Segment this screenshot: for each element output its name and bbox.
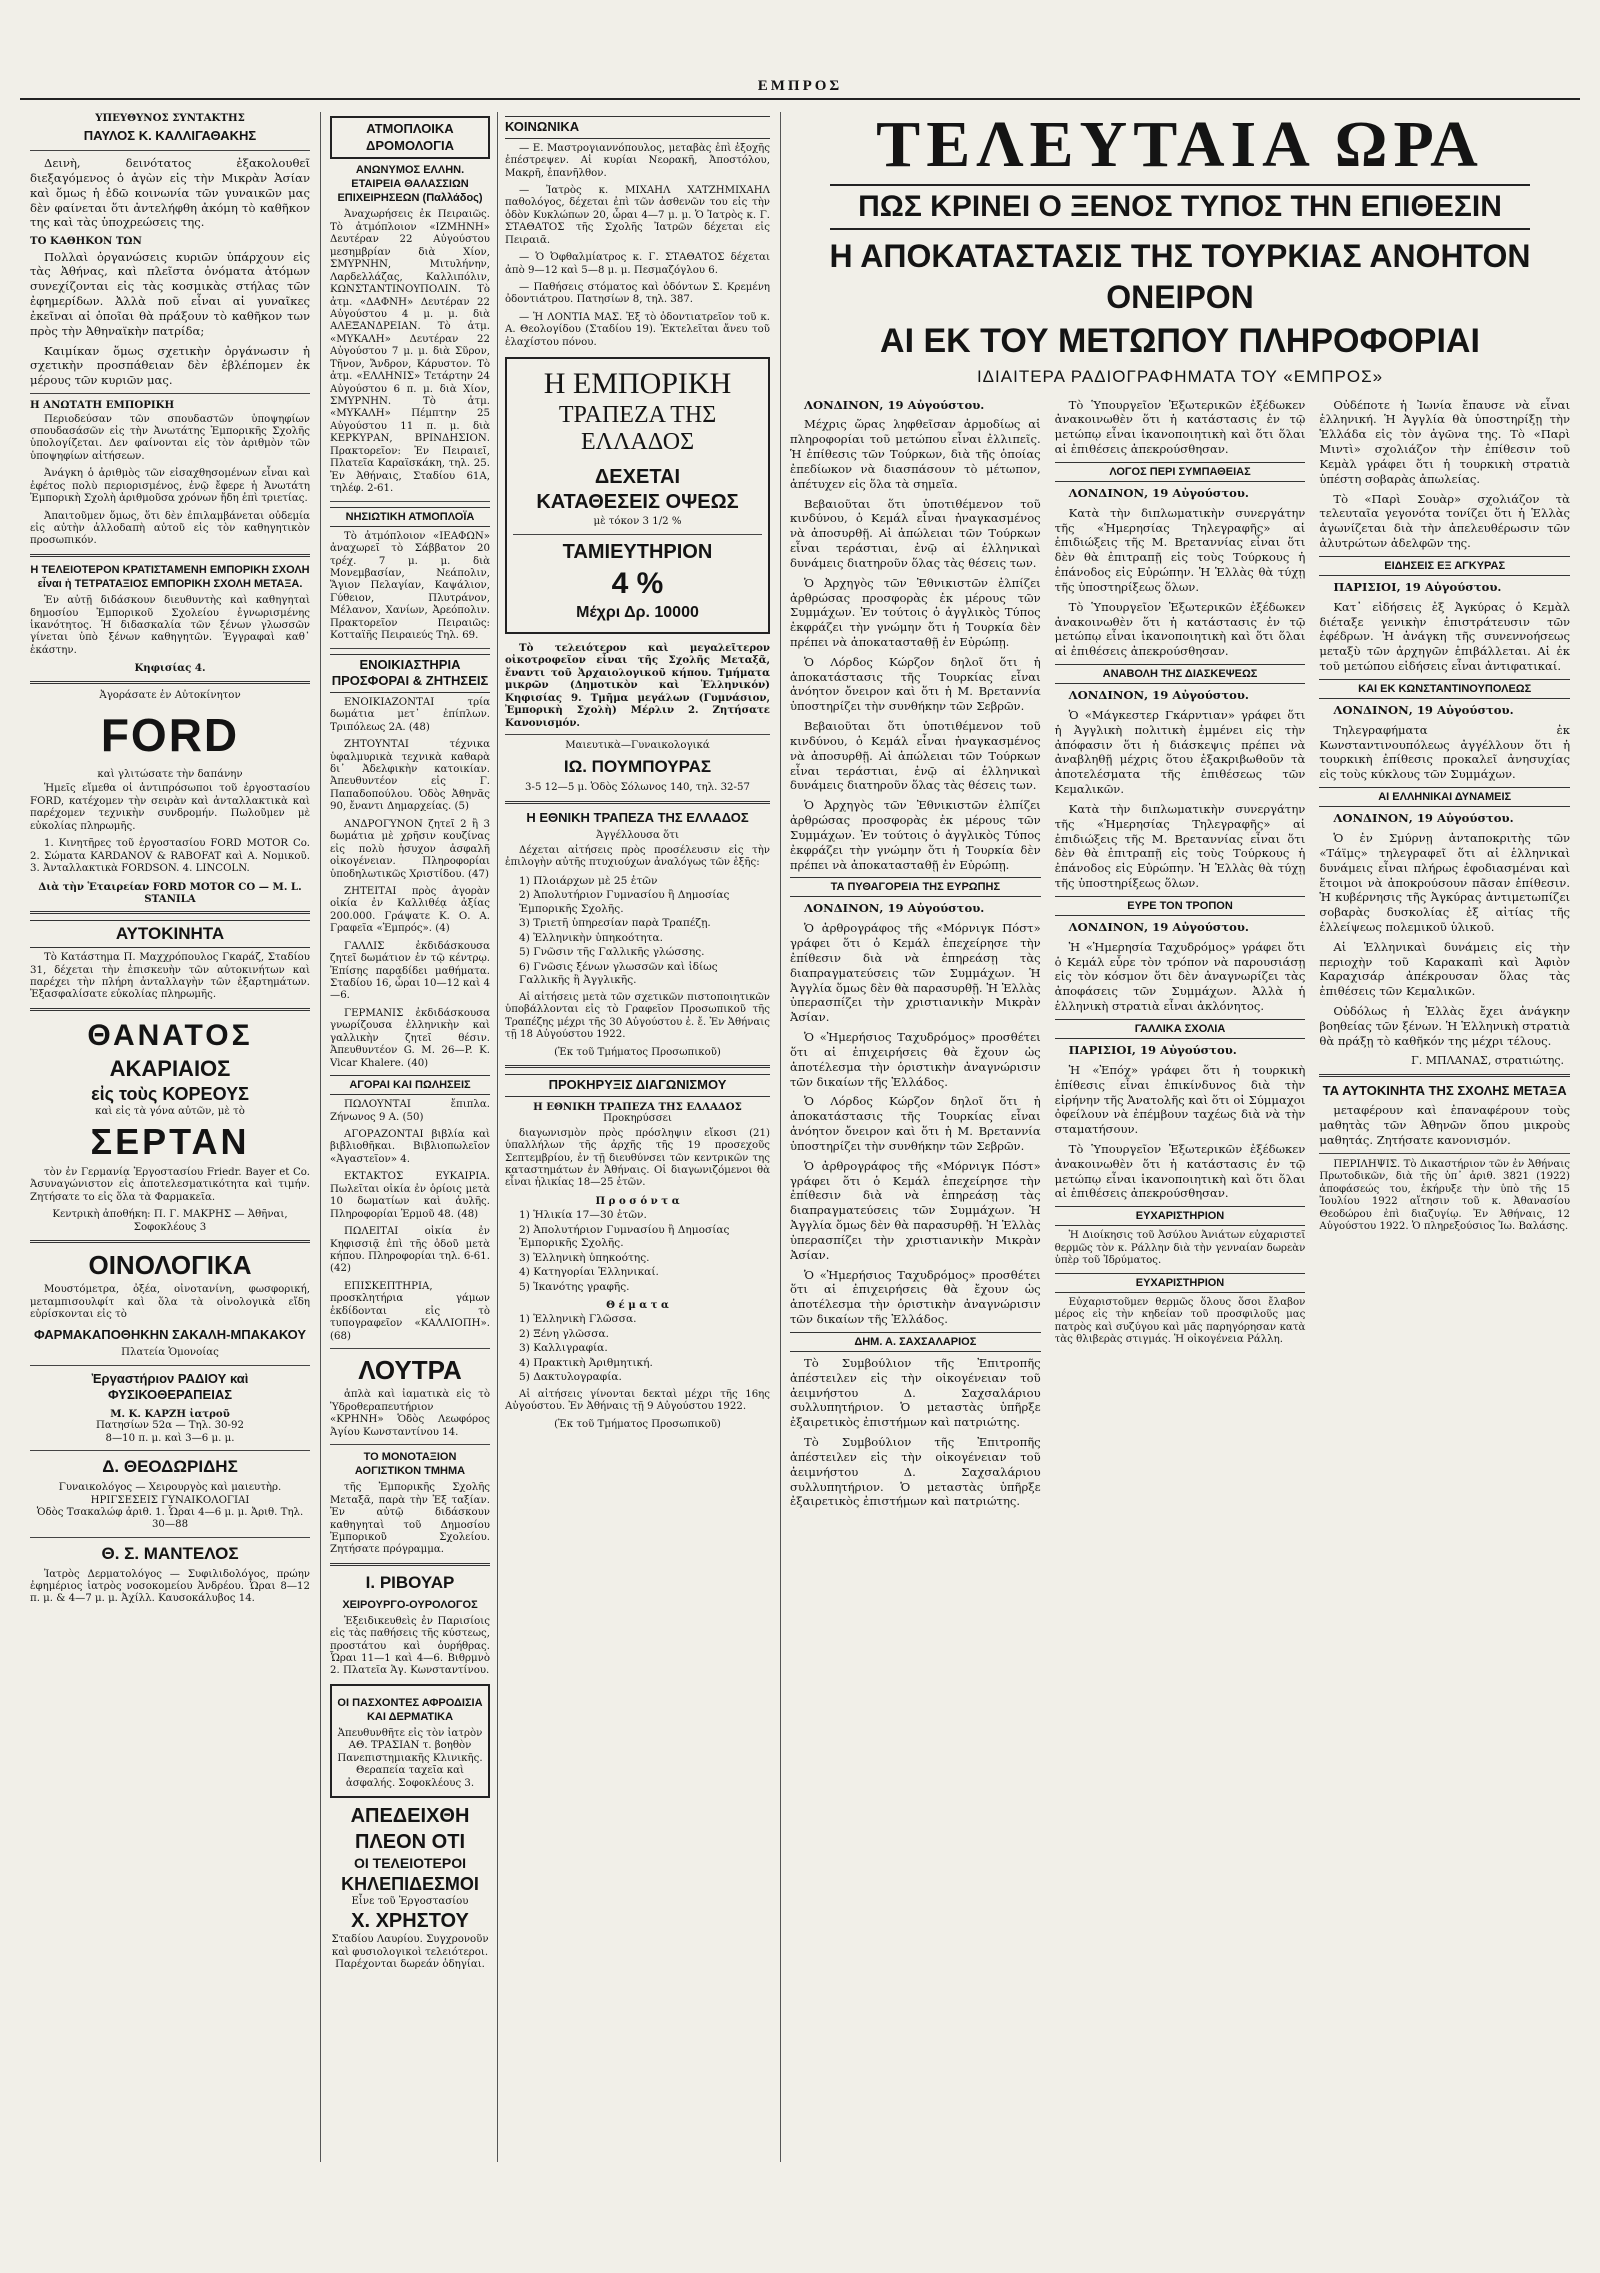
sertan-ad-product: ΣΕΡΤΑΝ (90, 1120, 250, 1162)
news-para: Κατὰ τὴν διπλωματικὴν συνεργάτην τῆς «Ἡμερησίας Τηλεγραφῆς» αἱ ἐπιδιώξεις τῆς Μ. Βρεταννίας εἶναι ὅτι δὲν θὰ ἐπιτραπῇ εἰς τοὺς Τούρκους ἡ ἐπάνοδος εἰς Εὐρώπην. Ἡ Ἑλλὰς θὰ τύχῃ τῆς ὑποστηρίξεως ὅλων. (1054, 801, 1306, 891)
cars-notice-heading: ΤΑ ΑΥΤΟΚΙΝΗΤΑ ΤΗΣ ΣΧΟΛΗΣ ΜΕΤΑΞΑ (1322, 1082, 1567, 1098)
divider (505, 1065, 770, 1068)
social-item: — Παθήσεις στόματος καὶ ὀδόντων Σ. Κρεμένη ὀδοντιάτρου. Πατησίων 8, τηλ. 387. (505, 282, 770, 306)
list-item: 3) Τριετῆ ὑπηρεσίαν παρὰ Τραπέζῃ. (519, 917, 711, 930)
ford-ad-list: 1. Κινητῆρες τοῦ ἐργοστασίου FORD MOTOR Co. 2. Σώματα KARDANOV & RABOFAT καὶ Α. Νομικοῦ. 3. Ἀνταλλακτικὰ FORDSON. 4. LINCOLN. (30, 838, 310, 875)
divider (505, 801, 770, 804)
news-para: Τὸ «Παρὶ Σουὰρ» σχολιάζον τὰ τελευταῖα γεγονότα τονίζει ὅτι ἡ Ἑλλὰς ἀγωνίζεται διὰ τὴν ἀπελευθέρωσιν τῶν ἀλυτρώτων ἀδελφῶν της. (1319, 491, 1570, 551)
sertan-ad-line: καὶ εἰς τὰ γόνα αὐτῶν, μὲ τὸ (95, 1106, 245, 1118)
column-1 (30, 112, 310, 2162)
school-ad: Τὸ τελειότερον καὶ μεγαλεῖτερον οἰκοτροφεῖον εἶναι τῆς Σχολῆς Μεταξᾶ, ἔναντι τοῦ Ἀρχαιολογικοῦ κήπου. Τμήματα μικρῶν (Δημοτικὸν καὶ Ἑλληνικόν) Κηφισίας 9. Τμῆμα μεγάλων (Γυμνάσιον, Ἐμπορικὴ Σχολὴ) Μέρλιν 2. Ζητήσατε Κανονισμόν. (505, 641, 770, 729)
school-ad-address: Κηφισίας 4. (134, 662, 206, 675)
dateline: ΠΑΡΙΣΙΟΙ, 19 Αὐγούστου. (1068, 1043, 1237, 1058)
news-heading: ΕΥΡΕ ΤΟΝ ΤΡΟΠΟΝ (1055, 896, 1306, 916)
news-heading: ΛΟΓΟΣ ΠΕΡΙ ΣΥΜΠΑΘΕΙΑΣ (1055, 462, 1306, 482)
ford-ad-pre: Ἀγοράσατε ἐν Αὐτοκίνητον (99, 689, 241, 701)
news-heading: ΕΙΔΗΣΕΙΣ ΕΞ ΑΓΚΥΡΑΣ (1319, 556, 1570, 576)
article-para: Περιοδεύσαν τῶν σπουδαστῶν ὑποψηφίων σπουδασάσῶν εἰς τὴν Ἀνωτάτης Ἐμπορικῆς Σχολῆς ὑπολογίζεται. Δεν φαίνονται εἰς τὸν ἀριθμὸν τῶν ὑποψηφίων αἰτήσεων. (30, 413, 310, 462)
divider (30, 911, 310, 914)
contest-sub: Η ΕΘΝΙΚΗ ΤΡΑΠΕΖΑ ΤΗΣ ΕΛΛΑΔΟΣ (533, 1100, 742, 1113)
list-item: 1) Ἡλικία 17—30 ἐτῶν. (519, 1209, 647, 1222)
list-item: 1) Πλοιάρχων μὲ 25 ἐτῶν (519, 874, 658, 887)
news-heading: ΑΙ ΕΛΛΗΝΙΚΑΙ ΔΥΝΑΜΕΙΣ (1319, 787, 1570, 807)
bank-ad-line: ΔΕΧΕΤΑΙ (594, 465, 681, 488)
radio-ad-heading: Ἐργαστήριον ΡΑΔΙΟΥ καὶ ΦΥΣΙΚΟΘΕΡΑΠΕΙΑΣ (91, 1370, 249, 1403)
column-rule-3 (780, 112, 781, 2162)
derm-ad-heading: ΟΙ ΠΑΣΧΟΝΤΕΣ ΑΦΡΟΔΙΣΙΑ ΚΑΙ ΔΕΡΜΑΤΙΚΑ (337, 1696, 483, 1723)
news-columns (790, 396, 1570, 1515)
ford-ad-after: καὶ γλιτώσατε τὴν δαπάνην (97, 769, 243, 780)
contest-sub: Προκηρύσσει (603, 1113, 672, 1125)
divider (505, 734, 770, 735)
classified-ad: ΖΗΤΕΙΤΑΙ πρὸς ἀγορὰν οἰκία ἐν Καλλιθέᾳ ἀξίας 200.000. Γράψατε Κ. Ο. Α. Γραφεῖα «Ἐμπρός». (4) (330, 885, 490, 935)
oino-ad-heading: ΟΙΝΟΛΟΓΙΚΑ (88, 1250, 252, 1281)
column-3 (505, 112, 770, 2162)
list-item: 6) Γνῶσις ξένων γλωσσῶν καὶ ἰδίως Γαλλικῆς ἢ Ἀγγλικῆς. (519, 960, 718, 987)
surgeon-ad-body: Ἐξειδικευθεὶς ἐν Παρισίοις εἰς τὰς παθήσεις τῆς κύστεως, προστάτου καὶ ὀυρήθρας. Ὧραι 11—1 καὶ 4—6. Βιθρμνὸ 2. Πλατεῖα Ἁγ. Κωνσταντίνου. (330, 1615, 490, 1677)
bank-ad-name: ΤΡΑΠΕΖΑ ΤΗΣ ΕΛΛΑΔΟΣ (558, 401, 717, 456)
island-shipping-heading: ΝΗΣΙΩΤΙΚΗ ΑΤΜΟΠΛΟΪΑ (330, 507, 490, 527)
contest-themes (519, 1313, 770, 1385)
news-para: Ὁ ἐν Σμύρνῃ ἀνταποκριτὴς τῶν «Τάϊμς» τηλεγραφεῖ ὅτι αἱ ἑλληνικαὶ δυνάμεις εἶναι πλήρως ἐφοδιασμέναι καὶ ἕτοιμοι νὰ ἀποκρούσουν πᾶσαν ἐπίθεσιν. Ἡ κυβέρνησις τῆς Ἀγκύρας ἀντιμετωπίζει σοβαρὰς δυσκολίας ἐξ αἰτίας τῆς ἐλλείψεως πολεμικοῦ ὑλικοῦ. (1319, 831, 1570, 934)
shipping-body: Ἀναχωρήσεις ἐκ Πειραιῶς. Τὸ ἀτμόπλοιον «ΙΖΜΗΝΗ» Δευτέραν 22 Αὐγούστου μεσημβρίαν διὰ Χίον, ΣΜΥΡΝΗΝ, Μιτυλήνην, Λαρδελλάζας, Καλλιπόλιν, ΚΩΝΣΤΑΝΤΙΝΟΥΠΟΛΙΝ. Τὸ ἀτμ. «ΔΑΦΝΗ» Δευτέραν 22 Αὐγούστου 4 μ. μ. διὰ ΑΛΕΞΑΝΔΡΕΙΑΝ. Τὸ ἀτμ. «ΜΥΚΑΛΗ» Δευτέραν 22 Αὐγούστου 7 μ. μ. διὰ Σῦρον, Τῆνον, Ἄνδρον, Κάρυστον. Τὸ ἀτμ. «ΕΛΛΗΝΙΣ» Τετάρτην 24 Αὐγούστου 6 π. μ. διὰ Χίον, ΣΜΥΡΝΗΝ. Τὸ ἀτμ. «ΜΥΚΑΛΗ» Πέμπτην 25 Αὐγούστου 11 π. μ. διὰ ΚΕΡΚΥΡΑΝ, ΒΡΙΝΔΗΣΙΟΝ. Πρακτορεῖον: Ἐν Πειραιεῖ, Πλατεῖα Καραϊσκάκη, τηλ. 25. Ἐν Ἀθήναις, Σταδίου 61Α, τηλέφ. 2-61. (330, 209, 490, 495)
national-bank-body: Δέχεται αἰτήσεις πρὸς προσέλευσιν εἰς τὴν ἐπιλογὴν αὐτῆς πτυχιούχων ἀναλόγως τῶν ἑξῆς: (505, 844, 770, 869)
oino-ad-address: Πλατεία Ὁμονοίας (121, 1347, 219, 1359)
contest-list (519, 1209, 770, 1294)
news-signature: Γ. ΜΠΛΑΝΑΣ, στρατιώτης. (1411, 1053, 1565, 1067)
national-bank-sub: Ἀγγέλλουσα ὅτι (596, 830, 679, 842)
truss-ad-line: Εἶνε τοῦ Ἐργοστασίου (351, 1896, 469, 1908)
truss-ad-line: ΠΛΕΟΝ ΟΤΙ (354, 1830, 465, 1853)
sertan-ad-line: ΘΑΝΑΤΟΣ (87, 1018, 253, 1052)
classified-ad: ΑΓΟΡΑΖΟΝΤΑΙ βιβλία καὶ βιβλιοθῆκαι. Βιβλιοπωλεῖον «Ἀγαστεῖον» 4. (330, 1129, 490, 1165)
truss-ad-line: ΑΠΕΔΕΙΧΘΗ (350, 1805, 470, 1828)
dateline: ΠΑΡΙΣΙΟΙ, 19 Αὐγούστου. (1333, 579, 1502, 594)
dateline: ΛΟΝΔΙΝΟΝ, 19 Αὐγούστου. (804, 901, 985, 916)
article-intro-label: ΤΟ ΚΑΘΗΚΟΝ ΤΩΝ (30, 235, 142, 248)
radio-ad-hours: 8—10 π. μ. καὶ 3—6 μ. μ. (105, 1432, 235, 1444)
ford-ad-body: Ἡμεῖς εἴμεθα οἱ ἀντιπρόσωποι τοῦ ἐργοστασίου FORD, κατέχομεν τὴν σειρὰν καὶ ἀνταλλακτικὰ καὶ παρέχομεν τεχνικὴν συνδρομήν. Πωλοῦμεν μὲ εὐκολίας πληρωμῆς. (30, 783, 310, 832)
divider (330, 1348, 490, 1349)
news-para: Μέχρις ὥρας ληφθεῖσαν ἀρμοδίως αἱ πληροφορίαι τοῦ μετώπου εἶναι ἐλλιπεῖς. Ἡ ἐπίθεσις τῶν Τούρκων, διὰ τῆς ὁποίας ἐπεδίωκον νὰ διασπάσουν τὸ μέτωπον, ἀπέτυχεν εἰς ὅλα τὰ σημεῖα. (790, 417, 1041, 491)
bank-ad-box (505, 357, 770, 634)
divider (330, 1444, 490, 1445)
editor-name: ΠΑΥΛΟΣ Κ. ΚΑΛΛΙΓΑΘΑΚΗΣ (83, 128, 257, 144)
list-item: 2) Ἀπολυτήριον Γυμνασίου ἢ Δημοσίας Ἐμπορικῆς Σχολῆς. (519, 1223, 730, 1250)
truss-ad-line: ΚΗΛΕΠΙΔΕΣΜΟΙ (341, 1874, 479, 1895)
legal-notice: ΠΕΡΙΛΗΨΙΣ. Τὸ Δικαστήριον τῶν ἐν Ἀθήναις Πρωτοδικῶν, διὰ τῆς ὑπ᾽ ἀριθ. 3821 (1922) ἀποφάσεώς του, ἐκήρυξε τὴν ὑπὸ τῆς 15 Ἰουλίου 1922 αἴτησιν τοῦ κ. Ἀθανασίου Θεοδώρου ἐπὶ διαζυγίῳ. Ἐν Ἀθήναις, 12 Αὐγούστου 1922. Ὁ πληρεξούσιος Ἰω. Βαλάσης. (1319, 1158, 1570, 1232)
news-para: Εὐχαριστοῦμεν θερμῶς ὅλους ὅσοι ἔλαβον μέρος εἰς τὴν κηδείαν τοῦ προσφιλοῦς μας πατρὸς καὶ συζύγου καὶ μᾶς παρηγόρησαν κατὰ τὰς θλιβερὰς στιγμάς. Ἡ οἰκογένεια Ράλλη. (1054, 1296, 1306, 1346)
national-bank-heading: Η ΕΘΝΙΚΗ ΤΡΑΠΕΖΑ ΤΗΣ ΕΛΛΑΔΟΣ (526, 809, 749, 825)
news-column (1319, 396, 1570, 1515)
news-para: Ὁ Λόρδος Κώρζον δηλοῖ ὅτι ἡ ἀποκατάστασις τῆς Τουρκίας εἶναι ἀνόητον ὄνειρον καὶ ὅτι ἡ Μ. Βρεταννία ὑποστηρίζει τὴν συνθήκην τῶν Σεβρῶν. (790, 654, 1041, 714)
national-bank-more: Αἱ αἰτήσεις μετὰ τῶν σχετικῶν πιστοποιητικῶν ὑποβάλλονται εἰς τὸ Γραφεῖον Προσωπικοῦ τῆς Τραπέζης μέχρι τῆς 30 Αὐγούστου ἐ. ἔ. Ἐν Ἀθήναις τῇ 18 Αὐγούστου 1922. (505, 991, 770, 1041)
dateline: ΛΟΝΔΙΝΟΝ, 19 Αὐγούστου. (1333, 702, 1514, 717)
divider (30, 1537, 310, 1538)
news-para: Ἡ Διοίκησις τοῦ Ἀσύλου Ἀνιάτων εὐχαριστεῖ θερμῶς τὸν κ. Ράλλην διὰ τὴν γενναίαν δωρεὰν ὑπὲρ τοῦ Ἱδρύματος. (1054, 1230, 1306, 1267)
derm-ad-body: Ἀπευθυνθῆτε εἰς τὸν ἰατρὸν ΑΘ. ΤΡΑΣΙΑΝ τ. βοηθὸν Πανεπιστημιακῆς Κλινικῆς. Θεραπεία ταχεῖα καὶ ἀσφαλής. Σοφοκλέους 3. (337, 1727, 483, 1789)
news-para: Τὸ Συμβούλιον τῆς Ἐπιτροπῆς ἀπέστειλεν εἰς τὴν οἰκογένειαν τοῦ ἀειμνήστου Δ. Σαχσαλάριου συλλυπητήριον. Ὁ μεταστὰς ὑπῆρξε ἐξαιρετικὸς ἐπιστήμων καὶ πατριώτης. (790, 1355, 1041, 1430)
classified-ad: ΑΝΔΡΟΓΥΝΟΝ ζητεῖ 2 ἢ 3 δωμάτια μὲ χρῆσιν κουζίνας εἰς πολὺ ἡσυχον ἀσφαλῆ οἰκογένειαν. Πληροφορίαι ὑποδηλωτικῶς Χριστίδου. (47) (330, 818, 490, 880)
cars-notice-body: μεταφέρουν καὶ ἐπαναφέρουν τοὺς μαθητὰς τῶν Ἀθηνῶν ὅπου μικροὺς μαθητάς. Ζητήσατε κανονισμόν. (1319, 1103, 1570, 1147)
social-heading: ΚΟΙΝΩΝΙΚΑ (505, 116, 770, 139)
social-item: — Ἰατρὸς κ. ΜΙΧΑΗΛ ΧΑΤΖΗΜΙΧΑΗΛ παθολόγος, δέχεται ἐπὶ τῶν ἀσθενῶν του εἰς τὴν ὁδὸν Κυκλώπων 20, ὧραι 4—7 μ. μ. Ὁ Ἰατρὸς κ. Γ. ΣΤΑΘΑΤΟΣ τῆς Σχολῆς Ἰατρῶν δέχεται εἰς Πειραιᾶ. (505, 184, 770, 246)
masthead-rule (20, 98, 1580, 100)
truss-ad-maker: Χ. ΧΡΗΣΤΟΥ (351, 1909, 469, 1932)
news-heading: ΚΑΙ ΕΚ ΚΩΝΣΤΑΝΤΙΝΟΥΠΟΛΕΩΣ (1319, 679, 1570, 699)
contest-heading: ΠΡΟΚΗΡΥΞΙΣ ΔΙΑΓΩΝΙΣΜΟΥ (505, 1074, 770, 1097)
news-para: Ὁ Λόρδος Κώρζον δηλοῖ ὅτι ἡ ἀποκατάστασις τῆς Τουρκίας εἶναι ἀνόητον ὄνειρον καὶ ὅτι ἡ Μ. Βρεταννία ὑποστηρίζει τὴν συνθήκην τῶν Σεβρῶν. (790, 1094, 1041, 1153)
oino-ad-store: ΦΑΡΜΑΚΑΠΟΘΗΚΗΝ ΣΑΚΑΛΗ-ΜΠΑΚΑΚΟΥ (33, 1326, 307, 1342)
masthead-name: ΕΜΠΡΟΣ (757, 78, 843, 94)
page-title: ΤΕΛΕΥΤΑΙΑ ΩΡΑ (876, 112, 1484, 181)
shipping-heading: ΑΤΜΟΠΛΟΙΚΑ ΔΡΟΜΟΛΟΓΙΑ (330, 116, 490, 159)
school-ad-body: Ἐν αὐτῇ διδάσκουν διευθυντὴς καὶ καθηγηταὶ δημοσίου Ἐμπορικοῦ Σχολείου ἐγνωρισμένης ἱκανότητος. Ἡ διδασκαλία τῶν ξένων γλωσσῶν γίνεται ὑπὸ ξένων καθηγητῶν. Ἐγγραφαὶ καθ᾽ ἑκάστην. (30, 595, 310, 656)
column-rule-2 (497, 112, 498, 2162)
news-column (1055, 396, 1306, 1515)
contest-sign: (Ἐκ τοῦ Τμήματος Προσωπικοῦ) (554, 1418, 721, 1430)
news-para: Ὁ «Ἡμερήσιος Ταχυδρόμος» προσθέτει ὅτι αἱ ἐπιχειρήσεις θὰ ἔχουν ὡς ἀποτέλεσμα τὴν ὁριστικὴν ἀναγνώρισιν τῶν δικαίων τῆς Ἑλλάδος. (790, 1030, 1041, 1089)
article-para: Πολλαὶ ὀργανώσεις κυριῶν ὑπάρχουν εἰς τὰς Ἀθήνας, καὶ πλεῖστα ὀνόματα ἀτόμων συνεχίζονται εἰς τὰς κοσμικὰς στήλας τῶν ἐφημερίδων. Ἀλλὰ ποῦ εἶναι αἱ γυναῖκες ἐκεῖναι αἱ ὁποῖαι θὰ πράξουν τὸ καθῆκον των πρὸς τὴν Ἀθηναϊκὴν πατρίδα; (30, 249, 310, 338)
ford-ad-brand: FORD (100, 709, 240, 762)
school-ad-heading: Η ΤΕΛΕΙΟΤΕΡΟΝ ΚΡΑΤΙΣΤΑΜΕΝΗ ΕΜΠΟΡΙΚΗ ΣΧΟΛΗ εἶναι ἡ ΤΕΤΡΑΤΑΞΙΟΣ ΕΜΠΟΡΙΚΗ ΣΧΟΛΗ ΜΕΤΑΞΑ. (30, 563, 310, 590)
derm-ad-box (330, 1684, 490, 1798)
contest-list-heading: Π ρ ο σ ό ν τ α (595, 1194, 680, 1207)
dateline: ΛΟΝΔΙΝΟΝ, 19 Αὐγούστου. (804, 397, 985, 412)
radio-ad-doctor: Μ. Κ. ΚΑΡΖΗ ἰατροῦ (110, 1408, 230, 1421)
sertan-ad-line: εἰς τοὺς ΚΟΡΕΟΥΣ (91, 1084, 249, 1105)
news-para: Ὁ «Μάγκεστερ Γκάρντιαν» γράφει ὅτι ἡ Ἀγγλικὴ πολιτικὴ ἐμμένει εἰς τὴν ἀπόφασιν ὅτι ἡ διάσκεψις πρέπει νὰ ἀναβληθῇ μέχρις ὅτου ἐξακριβωθοῦν τὰ ἀποτελέσματα τῆς ἐπιθέσεως τῶν Κεμαλικῶν. (1054, 707, 1306, 797)
divider (1319, 1153, 1570, 1154)
doctor-ad-sub: Μαιευτικὰ—Γυναικολογικά (565, 740, 710, 752)
column-4-latest-news (790, 112, 1570, 2162)
doctor-ad-body: Γυναικολόγος — Χειρουργὸς καὶ μαιευτὴρ. ΗΡΙΓΣΕΣΕΙΣ ΓΥΝΑΙΚΟΛΟΓΙΑΙ (58, 1482, 282, 1506)
doctor-ad-heading: Δ. ΘΕΟΔΩΡΙΔΗΣ (102, 1457, 238, 1477)
news-para: Οὐδόλως ἡ Ἑλλὰς ἔχει ἀνάγκην βοηθείας τῶν ξένων. Ἡ Ἑλληνικὴ στρατιὰ θὰ πράξῃ τὸ καθῆκόν της μέχρι τέλους. (1319, 1004, 1570, 1048)
headline-sub: ΑΙ ΕΚ ΤΟΥ ΜΕΤΩΠΟΥ ΠΛΗΡΟΦΟΡΙΑΙ (880, 322, 1480, 361)
school-section-body: τῆς Ἐμπορικῆς Σχολῆς Μεταξᾶ, παρὰ τὴν Ἐξ ταξίαν. Ἐν αὐτῷ διδάσκουν καθηγηταὶ τοῦ Δημοσίου Ἐμπορικοῦ Σχολείου. Ζητήσατε πρόγραμμα. (330, 1482, 490, 1556)
list-item: 2) Ἀπολυτήριον Γυμνασίου ἢ Δημοσίας Ἐμπορικῆς Σχολῆς. (519, 889, 730, 915)
news-para: Τὸ Συμβούλιον τῆς Ἐπιτροπῆς ἀπέστειλεν εἰς τὴν οἰκογένειαν τοῦ ἀειμνήστου Δ. Σαχσαλάριου συλλυπητήριον. Ὁ μεταστὰς ὑπῆρξε ἐξαιρετικὸς ἐπιστήμων καὶ πατριώτης. (790, 1435, 1041, 1509)
shipping-company: ΑΝΩΝΥΜΟΣ ΕΛΛΗΝ. ΕΤΑΙΡΕΙΑ ΘΑΛΑΣΣΙΩΝ ΕΠΙΧΕΙΡΗΣΕΩΝ (Παλλάδος) (337, 164, 483, 205)
news-para: Τὸ Ὑπουργεῖον Ἐξωτερικῶν ἐξέδωκεν ἀνακοινωθὲν ὅτι ἡ κατάστασις ἐν τῷ μετώπῳ εἶναι ἱκανοποιητικὴ καὶ ὅτι ὅλαι αἱ ἐπιθέσεις ἀπεκρούσθησαν. (1054, 599, 1306, 659)
divider (30, 1008, 310, 1011)
doctor-ad-address: 3-5 12—5 μ. Ὁδὸς Σόλωνος 140, τηλ. 32-57 (525, 782, 750, 794)
divider (30, 393, 310, 394)
dateline: ΛΟΝΔΙΝΟΝ, 19 Αὐγούστου. (1068, 485, 1249, 500)
list-item: 3) Ἑλληνικὴ ὑπηκοότης. (519, 1251, 650, 1264)
bank-ad-line: ΤΑΜΙΕΥΤΗΡΙΟΝ (562, 540, 713, 563)
rentals-heading: ΕΝΟΙΚΙΑΣΤΗΡΙΑ ΠΡΟΣΦΟΡΑΙ & ΖΗΤΗΣΕΙΣ (330, 654, 490, 693)
classified-ad: ΠΩΛΕΙΤΑΙ οἰκία ἐν Κηφισσιᾷ ἐπὶ τῆς ὁδοῦ μετὰ κήπου. Πληροφορίαι τηλ. 6-61. (42) (330, 1226, 490, 1275)
social-item: — Ὁ Ὀφθαλμίατρος κ. Γ. ΣΤΑΘΑΤΟΣ δέχεται ἀπὸ 9—12 καὶ 5—8 μ. μ. Πεσμαζόγλου 6. (505, 252, 770, 276)
divider (30, 1365, 310, 1366)
surgeon-ad-title: ΧΕΙΡΟΥΡΓΟ-ΟΥΡΟΛΟΓΟΣ (342, 1598, 478, 1611)
list-item: 2) Ξένη γλῶσσα. (519, 1327, 610, 1340)
news-para: Ἡ «Ἐπόχ» γράφει ὅτι ἡ τουρκικὴ ἐπίθεσις εἶναι ἐπικίνδυνος διὰ τὴν εἰρήνην τῆς Ἀνατολῆς καὶ ὅτι οἱ Σύμμαχοι ὀφείλουν νὰ ἐπέμβουν ταχέως διὰ νὰ τὴν σταματήσουν. (1054, 1062, 1306, 1137)
news-heading: ΑΝΑΒΟΛΗ ΤΗΣ ΔΙΑΣΚΕΨΕΩΣ (1055, 664, 1306, 684)
truss-ad-line: Σταδίου Λαυρίου. Συγχρονοῦν καὶ φυσιολογικοὶ τελειότεροι. Παρέχονται δωρεάν ὁδηγίαι. (331, 1934, 489, 1971)
sales-heading: ΑΓΟΡΑΙ ΚΑΙ ΠΩΛΗΣΕΙΣ (330, 1075, 490, 1095)
list-item: 4) Ἑλληνικὴν ὑπηκοότητα. (519, 931, 664, 944)
classified-ad: ΠΩΛΟΥΝΤΑΙ ἔπιπλα. Ζήνωνος 9 Α. (50) (330, 1099, 490, 1123)
column-rule-1 (320, 112, 321, 2162)
dateline: ΛΟΝΔΙΝΟΝ, 19 Αὐγούστου. (1068, 688, 1249, 703)
editor-label: ΥΠΕΥΘΥΝΟΣ ΣΥΝΤΑΚΤΗΣ (95, 112, 245, 124)
divider (330, 648, 490, 649)
news-para: Ὁ «Ἡμερήσιος Ταχυδρόμος» προσθέτει ὅτι αἱ ἐπιχειρήσεις θὰ ἔχουν ὡς ἀποτέλεσμα τὴν ὁριστικὴν ἀναγνώρισιν τῶν δικαίων τῆς Ἑλλάδος. (790, 1267, 1041, 1327)
list-item: 5) Ἱκανότης γραφῆς. (519, 1281, 630, 1293)
headline-sub: Η ΑΠΟΚΑΤΑΣΤΑΣΙΣ ΤΗΣ ΤΟΥΡΚΙΑΣ ΑΝΟΗΤΟΝ ΟΝΕΙΡΟΝ (829, 238, 1531, 316)
truss-ad-line: ΟΙ ΤΕΛΕΙΟΤΕΡΟΙ (353, 1855, 467, 1872)
surgeon-ad-name: Ι. ΡΙΒΟΥΑΡ (365, 1572, 455, 1592)
divider (30, 554, 310, 557)
divider (30, 1450, 310, 1451)
list-item: 4) Πρακτικὴ Ἀριθμητική. (519, 1356, 653, 1369)
headline-bar: ΠΩΣ ΚΡΙΝΕΙ Ο ΞΕΝΟΣ ΤΥΠΟΣ ΤΗΝ ΕΠΙΘΕΣΙΝ (830, 184, 1530, 230)
island-shipping-body: Τὸ ἀτμόπλοιον «ΙΕΑΦΩΝ» ἀναχωρεῖ τὸ Σάββατον 20 τρέχ. 7 μ. μ. διὰ Μονεμβασίαν, Νεάπολιν, Ἅγιον Πελαγίαν, Καψάλιον, Γύθειον, Πλυτράνον, Μέλανον, Χανίων, Ἀρεόπολιν. Πρακτορεῖον Πειραιῶς: Κοτταϊῆς Πειραιεύς Τηλ. 69. (330, 530, 490, 642)
classified-ad: ΓΕΡΜΑΝΙΣ ἐκδιδάσκουσα γνωρίζουσα ἑλληνικὴν καὶ γαλλικὴν ζητεῖ θέσιν. Ἀπευθυντέον G. M. 26—P. K. Vicar Khalere. (40) (330, 1007, 490, 1069)
news-para: Ὁ Ἀρχηγὸς τῶν Ἐθνικιστῶν ἐλπίζει ἀρθρώσας προσφορὰς ἐκ μέρους τῶν Συμμάχων. Ἐν τούτοις ὁ ἀγγλικὸς Τύπος ἐκφράζει τὴν γνώμην ὅτι ἡ Τουρκία δὲν πρέπει νὰ ἀποκατασταθῇ ἐν Εὐρώπῃ. (790, 798, 1041, 872)
doctor-ad-name: ΙΩ. ΠΟΥΜΠΟΥΡΑΣ (563, 757, 712, 777)
divider (30, 1240, 310, 1243)
column-2 (330, 112, 490, 2162)
social-item: — Ἡ ΛΟΝΤΙΑ ΜΑΣ. Ἐξ τὸ ὀδοντιατρεῖον τοῦ κ. Α. Θεολογίδου (Σταδίου 19). Ἐκτελεῖται ἄνευ τοῦ ἐλαχίστου πόνου. (505, 311, 770, 348)
classified-ad: ΕΝΟΙΚΙΑΖΟΝΤΑΙ τρία δωμάτια μετ᾽ ἐπίπλων. Τριπόλεως 2Α. (48) (330, 696, 490, 733)
list-item: 3) Καλλιγραφία. (519, 1342, 608, 1355)
list-item: 5) Γνῶσιν τῆς Γαλλικῆς γλώσσης. (519, 946, 705, 959)
sertan-ad-body: τὸν ἐν Γερμανίᾳ Ἐργοστασίου Friedr. Bayer et Co. Ἀσυναγώνιστον εἰς ἀποτελεσματικότητα καὶ τιμήν. Ζητήσατε το εἰς ὅλα τὰ Φαρμακεῖα. (30, 1166, 310, 1203)
list-item: 4) Κατηγορίαι Ἑλληνικαί. (519, 1266, 659, 1279)
article-intro: Δεινὴ, δεινότατος ἐξακολουθεῖ διεξαγόμενος ὁ ἀγὼν εἰς τὴν Μικρὰν Ἀσίαν καὶ ὅμως ἡ ἐδῶ κοινωνία τῶν γυναικῶν μας δὲν φαίνεται ὅτι ἀντελήφθη ἀκόμη τὸ καθῆκον της καὶ τὰς ὑποχρεώσεις της. (30, 156, 310, 230)
list-item: 1) Ἑλληνικὴ Γλῶσσα. (519, 1312, 637, 1325)
sertan-ad-line: ΑΚΑΡΙΑΙΟΣ (109, 1056, 231, 1082)
news-heading: ΤΑ ΠΥΘΑΓΟΡΕΙΑ ΤΗΣ ΕΥΡΩΠΗΣ (790, 877, 1041, 897)
oino-ad-body: Μουστόμετρα, ὀξέα, οἰνοτανίνη, φωσφορική, μεταμπισουλφίτ καὶ ὅλα τὰ οἰνολογικὰ εἴδη εὑρίσκονται εἰς τὸ (30, 1284, 310, 1321)
national-bank-sign: (Ἐκ τοῦ Τμήματος Προσωπικοῦ) (554, 1046, 721, 1058)
news-para: Ἡ «Ἡμερησία Ταχυδρόμος» γράφει ὅτι ὁ Κεμάλ εὗρε τὸν τρόπον νὰ παρουσιάσῃ εἰς τὸν κόσμον ὅτι δὲν ἀναγνωρίζει τὰς ἀποφάσεις τῶν Συμμάχων. Ἀλλὰ ἡ ἑλληνικὴ στρατιὰ εἶναι ἀκλόνητος. (1054, 939, 1306, 1014)
bank-ad-rate: 4 % (611, 567, 664, 601)
bank-ad-line: ΚΑΤΑΘΕΣΕΙΣ ΟΨΕΩΣ (536, 491, 739, 514)
contest-more: Αἱ αἰτήσεις γίνονται δεκταὶ μέχρι τῆς 16ης Αὐγούστου. Ἐν Ἀθήναις τῇ 9 Αὐγούστου 1922. (505, 1388, 770, 1413)
cars-ad-body: Τὸ Κατάστημα Π. Μαχχρόπουλος Γκαράζ, Σταδίου 31, δέχεται τὴν ἐπισκευὴν τῶν αὐτοκινήτων καὶ παρέχει τὴν πλήρη ἀνταλλαγὴν τῶν ἐξαρτημάτων. Ἐξασφαλίσατε εὐκολίας πληρωμῆς. (30, 952, 310, 1001)
ford-ad-signature: Διὰ τὴν Ἑταιρείαν FORD MOTOR CO — Μ. L. STANILA (38, 880, 302, 905)
article-label: Η ΑΝΩΤΑΤΗ ΕΜΠΟΡΙΚΗ (30, 399, 175, 412)
news-heading: ΓΑΛΛΙΚΑ ΣΧΟΛΙΑ (1055, 1019, 1306, 1039)
classified-ad: ΕΠΙΣΚΕΠΤΗΡΙΑ, προσκλητήρια γάμων ἐκδίδονται εἰς τὸ τυπογραφεῖον «ΚΑΛΛΙΟΠΗ». (68) (330, 1280, 490, 1342)
dateline: ΛΟΝΔΙΝΟΝ, 19 Αὐγούστου. (1333, 811, 1514, 826)
bank-ad-name: Η ΕΜΠΟΡΙΚΗ (543, 367, 732, 401)
classified-ad: ΖΗΤΟΥΝΤΑΙ τέχνικα ὑφαλμυρικὰ τεχνικὰ καθαρὰ δι᾽ Ἀδελφικὴν κατοικίαν. Ἀπευθυντέον εἰς Γ. Παπαδοπούλου. Ὁδὸς Ἀθηνᾶς 90, ἔναντι Δημαρχείας. (5) (330, 739, 490, 813)
radio-ad-address: Πατησίων 52α — Τηλ. 30-92 (96, 1420, 244, 1432)
doctor-ad-body: Ἰατρὸς Δερματολόγος — Συφιλιδολόγος, πρώην ἐφημέριος ἰατρὸς νοσοκομείου Ἀνδρέου. Ὧραι 8—12 π. μ. & 4—7 μ. μ. Ἀχίλλ. Καυσοκάλυβος 14. (30, 1568, 310, 1605)
doctor-ad-heading: Θ. Σ. ΜΑΝΤΕΛΟΣ (101, 1543, 239, 1563)
baths-ad-body: ἁπλὰ καὶ ἰαματικὰ εἰς τὸ Ὑδροθεραπευτήριον «ΚΡΗΝΗ» Ὁδὸς Λεωφόρος Ἀγίου Κωνσταντίνου 14. (330, 1389, 490, 1438)
bank-ad-line: μὲ τόκον 3 1/2 % (593, 516, 682, 528)
sertan-ad-store: Κεντρικὴ ἀποθήκη: Π. Γ. ΜΑΚΡΗΣ — Ἀθῆναι, Σοφοκλέους 3 (52, 1209, 288, 1233)
article-para: Καιμίκαν ὅμως σχετικὴν ὀργάνωσιν ἡ σχετικὴν προσπάθειαν δὲν ἐβλέπομεν ἐκ μέρους τῶν κυριῶν μας. (30, 343, 310, 388)
classified-ad: ΕΚΤΑΚΤΟΣ ΕΥΚΑΙΡΙΑ. Πωλεῖται οἰκία ἐν ὁρίοις μετὰ 10 δωματίων καὶ ἀυλῆς. Πληροφορίαι Ἐρμοῦ 48. (48) (330, 1171, 490, 1220)
cars-ad-heading: ΑΥΤΟΚΙΝΗΤΑ (30, 920, 310, 948)
news-heading: ΕΥΧΑΡΙΣΤΗΡΙΟΝ (1055, 1273, 1306, 1293)
divider (513, 534, 762, 535)
baths-ad-heading: ΛΟΥΤΡΑ (358, 1355, 462, 1386)
social-item: — Ε. Μαστρογιαννόπουλος, μεταβὰς ἐπὶ ἐξοχῆς ἐπέστρεψεν. Αἱ κυρίαι Νεορακῆ, Ἀποστόλου, Μακρῆ, ἐπανῆλθον. (505, 142, 770, 179)
news-para: Ὁ Ἀρχηγὸς τῶν Ἐθνικιστῶν ἐλπίζει ἀρθρώσας προσφορὰς ἐκ μέρους τῶν Συμμάχων. Ἐν τούτοις ὁ ἀγγλικὸς Τύπος ἐκφράζει τὴν γνώμην ὅτι ἡ Τουρκία δὲν πρέπει νὰ ἀποκατασταθῇ ἐν Εὐρώπῃ. (790, 575, 1041, 649)
article-para: Ἀνάγκη ὁ ἀριθμὸς τῶν εἰσαχθησομένων εἶναι καὶ ἐφέτος πολὺ περιορισμένος, ἐνῷ ἔφερε ἡ Ἀνωτάτη Ἐμπορικὴ Σχολὴ ἀριθμοῦσα χρόνων ἤδη ἐπὶ τριετίας. (30, 468, 310, 505)
news-para: Ὁ ἀρθρογράφος τῆς «Μόρνιγκ Πόστ» γράφει ὅτι ὁ Κεμάλ ἐπεχείρησε τὴν ἐπίθεσιν διὰ νὰ ἐπηρεάσῃ τὰς διαπραγματεύσεις τῶν Συμμάχων. Ἡ Ἀγγλία ὅμως δὲν θὰ παρασυρθῇ. Ἡ Ἑλλὰς ὑπερασπίζει τὴν χριστιανικὴν Μικρὰν Ἀσίαν. (790, 1158, 1041, 1262)
divider (330, 501, 490, 502)
divider (30, 681, 310, 684)
news-para: Κατὰ τὴν διπλωματικὴν συνεργάτην τῆς «Ἡμερησίας Τηλεγραφῆς» αἱ ἐπιδιώξεις τῆς Μ. Βρεταννίας εἶναι ὅτι δὲν θὰ ἐπιτραπῇ εἰς τοὺς Τούρκους ἡ ἐπάνοδος εἰς Εὐρώπην. Ἡ Ἑλλὰς θὰ τύχῃ τῆς ὑποστηρίξεως ὅλων. (1054, 505, 1306, 594)
news-para: Βεβαιοῦται ὅτι ὑποτιθέμενον τοῦ κινδύνου, ὁ Κεμάλ εἶναι ἠναγκασμένος νὰ ἀποσυρθῇ. Αἱ ἀπώλειαι τῶν Τούρκων εἶναι τεράστιαι, ἐνῷ αἱ ἑλληνικαὶ δυνάμεις διατηροῦν ὅλας τὰς θέσεις των. (790, 719, 1041, 793)
divider (330, 1563, 490, 1566)
contest-themes-heading: Θ έ μ α τ α (606, 1298, 669, 1311)
contest-body: διαγωνισμὸν πρὸς πρόσληψιν εἴκοσι (21) ὑπαλλήλων τῆς ἀρχῆς τῆς 19 προσεχοῦς Σεπτεμβρίου, ἐν τῇ διευθύνσει τῶν κεντρικῶν της καταστημάτων ἐν Ἀθήναις. Οἱ διαγωνιζόμενοι θὰ εἶναι ἡλικίας 18—25 ἐτῶν. (505, 1127, 770, 1189)
doctor-ad-address: Ὁδὸς Τσακαλώφ ἀριθ. 1. Ὧραι 4—6 μ. μ. Ἀριθ. Τηλ. 30—88 (36, 1506, 304, 1531)
news-para: Κατ᾽ εἰδήσεις ἐξ Ἀγκύρας ὁ Κεμὰλ διέταξε γενικὴν ἐπιστράτευσιν τῶν ἐφέδρων. Ἡ ἀνάγκη τῆς συνεννοήσεως μεταξὺ τῶν ἀρχηγῶν ἐπιβάλλεται. Αἱ ἐκ τοῦ μετώπου εἰδήσεις εἶναι ἀντιφατικαί. (1319, 599, 1570, 674)
news-para: Οὐδέποτε ἡ Ἰωνία ἔπαυσε νὰ εἶναι ἑλληνική. Ἡ Ἀγγλία θὰ ὑποστηρίξῃ τὴν Ἑλλάδα εἰς τὸν ἀγῶνα της. Τὸ «Παρὶ Μιντὶ» σχολιάζον τὴν ἐπίθεσιν τοῦ Κεμὰλ γράφει ὅτι ἡ τουρκικὴ στρατιὰ ὑπέστη σοβαρὰς ἀπωλείας. (1319, 397, 1570, 486)
news-para: Τὸ Ὑπουργεῖον Ἐξωτερικῶν ἐξέδωκεν ἀνακοινωθὲν ὅτι ἡ κατάστασις ἐν τῷ μετώπῳ εἶναι ἱκανοποιητικὴ καὶ ὅτι ὅλαι αἱ ἐπιθέσεις ἀπεκρούσθησαν. (1054, 397, 1306, 457)
headline-line: ΙΔΙΑΙΤΕΡΑ ΡΑΔΙΟΓΡΑΦΗΜΑΤΑ ΤΟΥ «ΕΜΠΡΟΣ» (976, 366, 1384, 386)
news-para: Ὁ ἀρθρογράφος τῆς «Μόρνιγκ Πόστ» γράφει ὅτι ὁ Κεμάλ ἐπεχείρησε τὴν ἐπίθεσιν διὰ νὰ ἐπηρεάσῃ τὰς διαπραγματεύσεις τῶν Συμμάχων. Ἡ Ἀγγλία ὅμως δὲν θὰ παρασυρθῇ. Ἡ Ἑλλὰς ὑπερασπίζει τὴν χριστιανικὴν Μικρὰν Ἀσίαν. (790, 921, 1041, 1025)
divider (1319, 1074, 1570, 1077)
classified-ad: ΓΑΛΛΙΣ ἐκδιδάσκουσα ζητεῖ δωμάτιον ἐν τῷ κέντρῳ. Ἐπίσης παραδίδει μαθήματα. Σταδίου 16, ὧραι 10—12 καὶ 4—6. (330, 940, 490, 1002)
news-para: Τηλεγραφήματα ἐκ Κωνσταντινουπόλεως ἀγγέλλουν ὅτι ἡ τουρκικὴ ἐπίθεσις προκαλεῖ ἀνησυχίας εἰς τοὺς κύκλους τῶν Συμμάχων. (1319, 722, 1570, 782)
divider (30, 150, 310, 151)
news-para: Αἱ Ἑλληνικαὶ δυνάμεις εἰς τὴν περιοχὴν τοῦ Καρακαπὶ καὶ Ἀφιὸν Καραχισάρ ἀπέκρουσαν ὅλας τὰς ἐπιθέσεις τῶν Κεμαλικῶν. (1319, 939, 1570, 999)
news-column (790, 396, 1041, 1515)
dateline: ΛΟΝΔΙΝΟΝ, 19 Αὐγούστου. (1068, 919, 1249, 934)
masthead (20, 78, 1580, 108)
news-heading: ΔΗΜ. Α. ΣΑΧΣΑΛΑΡΙΟΣ (790, 1332, 1041, 1352)
news-heading: ΕΥΧΑΡΙΣΤΗΡΙΟΝ (1055, 1206, 1306, 1226)
school-section-heading: ΤΟ ΜΟΝΟΤΑΞΙΟΝ ΑΟΓΙΣΤΙΚΟΝ ΤΜΗΜΑ (354, 1451, 466, 1478)
bank-ad-line: Μέχρι Δρ. 10000 (576, 604, 699, 622)
news-para: Τὸ Ὑπουργεῖον Ἐξωτερικῶν ἐξέδωκεν ἀνακοινωθὲν ὅτι ἡ κατάστασις ἐν τῷ μετώπῳ εἶναι ἱκανοποιητικὴ καὶ ὅτι ὅλαι αἱ ἐπιθέσεις ἀπεκρούσθησαν. (1054, 1142, 1306, 1201)
list-item: 5) Δακτυλογραφία. (519, 1371, 622, 1384)
article-para: Ἀπαιτοῦμεν ὅμως, ὅτι δὲν ἐπιλαμβάνεται οὐδεμία εἰς αὐτὴν ἀλλοδαπὴ αὐτοῦ εἰς τὸν καθηγητικὸν προσωπικόν. (30, 510, 310, 547)
news-para: Βεβαιοῦται ὅτι ὑποτιθέμενον τοῦ κινδύνου, ὁ Κεμάλ εἶναι ἠναγκασμένος νὰ ἀποσυρθῇ. Αἱ ἀπώλειαι τῶν Τούρκων εἶναι τεράστιαι, ἐνῷ αἱ ἑλληνικαὶ δυνάμεις διατηροῦν ὅλας τὰς θέσεις των. (790, 496, 1041, 570)
national-bank-list (519, 875, 770, 988)
